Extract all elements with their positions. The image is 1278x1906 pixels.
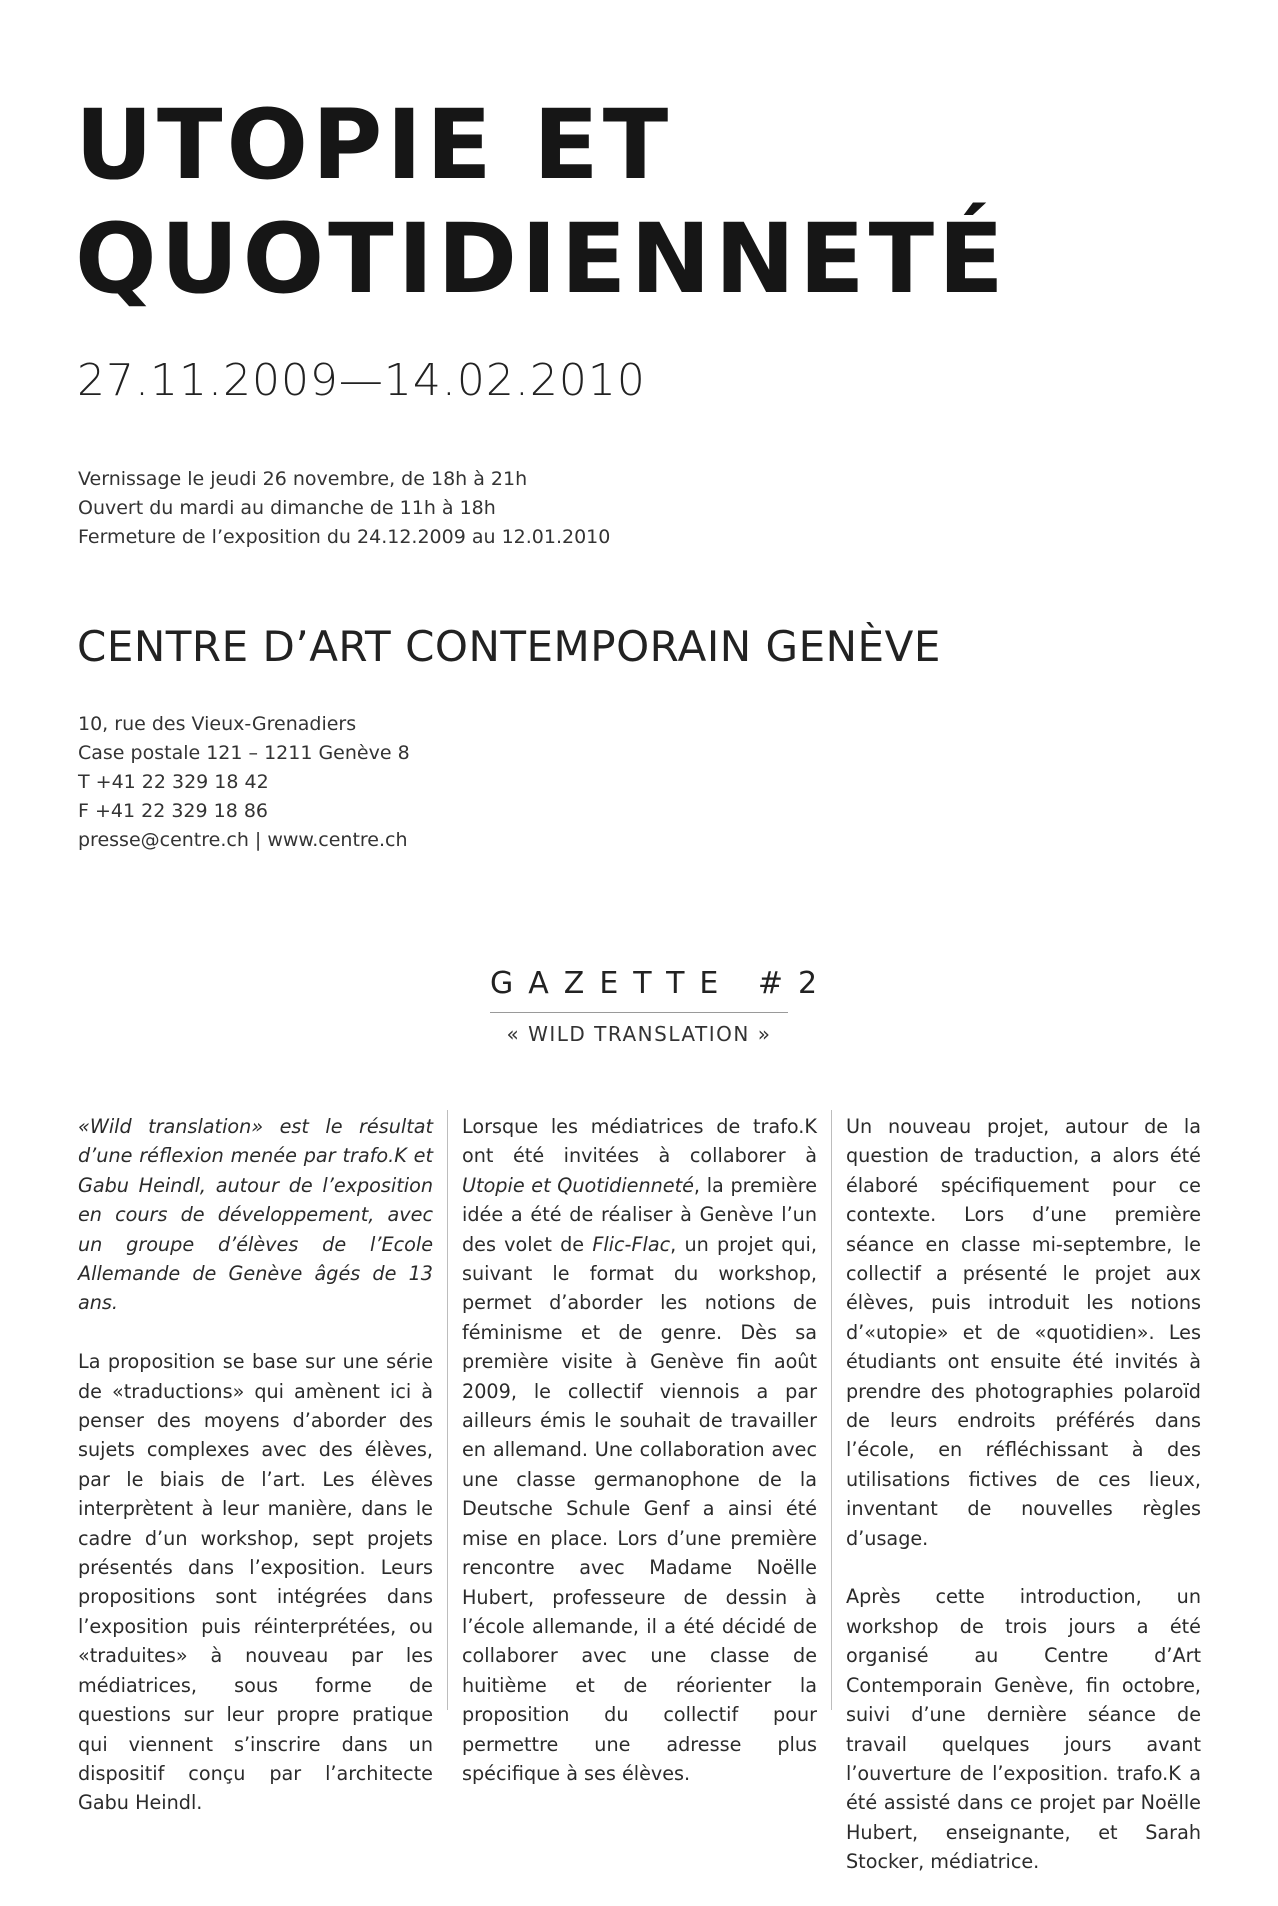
- article-column-1: [78, 1112, 433, 1847]
- gazette-subtitle: « WILD TRANSLATION »: [506, 1022, 772, 1046]
- article-column-2: [462, 1112, 817, 1818]
- gazette-divider: [490, 1012, 788, 1013]
- address-contact[interactable]: presse@centre.ch | www.centre.ch: [78, 829, 408, 851]
- column-1-intro: [78, 1112, 433, 1318]
- article-column-3: [846, 1112, 1201, 1906]
- exhibition-info: [78, 465, 610, 552]
- column-2-text-a: Lorsque les médiatrices de trafo.K ont été invitées à collaborer à: [462, 1115, 817, 1168]
- gazette-heading: GAZETTE #2: [490, 966, 833, 1001]
- column-1-intro-text: «Wild translation» est le résultat d’une réflexion menée par trafo.K et Gabu Heindl, autour de l’exposition en cours de développement, avec un groupe d’élèves de l’Ecole Allemande de Genève âgés de 13 ans.: [78, 1115, 433, 1315]
- column-3-paragraph-2: Après cette introduction, un workshop de trois jours a été organisé au Centre d’Art Contemporain Genève, fin octobre, suivi d’une dernière séance de travail quelques jours avant l’ouverture de l’exposition. trafo.K a été assisté dans ce projet par Noëlle Hubert, enseignante, et Sarah Stocker, médiatrice.: [846, 1585, 1201, 1874]
- address-street: 10, rue des Vieux-Grenadiers: [78, 713, 357, 735]
- column-1-paragraph: La proposition se base sur une série de «traductions» qui amènent ici à penser des moyens d’aborder des sujets complexes avec des élèves, par le biais de l’art. Les élèves interprètent à leur manière, dans le cadre d’un workshop, sept projets présentés dans l’exposition. Leurs propositions sont intégrées dans l’exposition puis réinterprétées, ou «traduites» à nouveau par les médiatrices, sous forme de questions sur leur propre pratique qui viennent s’inscrire dans un dispositif conçu par l’architecte Gabu Heindl.: [78, 1350, 433, 1815]
- title-line-1: UTOPIE ET: [75, 89, 673, 201]
- address-postbox: Case postale 121 – 1211 Genève 8: [78, 742, 410, 764]
- column-divider-2: [831, 1110, 832, 1710]
- info-hours: Ouvert du mardi au dimanche de 11h à 18h: [78, 497, 496, 519]
- title-line-2: QUOTIDIENNETÉ: [75, 203, 1008, 315]
- exhibition-dates: 27.11.2009—14.02.2010: [77, 355, 646, 406]
- page-title: [75, 88, 1008, 316]
- address-fax: F +41 22 329 18 86: [78, 800, 269, 822]
- venue-name: CENTRE D’ART CONTEMPORAIN GENÈVE: [77, 622, 941, 671]
- column-2-project-ref: Flic-Flac: [592, 1232, 671, 1256]
- column-3-paragraph-1: Un nouveau projet, autour de la question de traduction, a alors été élaboré spécifiquement pour ce contexte. Lors d’une première séance en classe mi-septembre, le collectif a présenté le projet aux élèves, puis introduit les notions d’«utopie» et de «quotidien». Les étudiants ont ensuite été invités à prendre des photographies polaroïd de leurs endroits préférés dans l’école, en réfléchissant à des utilisations fictives de ces lieux, inventant de nouvelles règles d’usage.: [846, 1115, 1201, 1550]
- column-2-title-ref: Utopie et Quotidienneté: [462, 1173, 694, 1197]
- column-2-text-c: , la première idée a été de réaliser à Genève l’un des volet de: [462, 1173, 817, 1256]
- column-divider-1: [447, 1110, 448, 1710]
- column-2-paragraph: [462, 1112, 817, 1788]
- column-2-text-e: , un projet qui, suivant le format du workshop, permet d’aborder les notions de féminisme et de genre. Dès sa première visite à Genève fin août 2009, le collectif viennois a par ailleurs émis le souhait de travailler en allemand. Une collaboration avec une classe germanophone de la Deutsche Schule Genf a ainsi été mise en place. Lors d’une première rencontre avec Madame Noëlle Hubert, professeure de dessin à l’école allemande, il a été décidé de collaborer avec une classe de huitième et de réorienter la proposition du collectif pour permettre une adresse plus spécifique à ses élèves.: [462, 1232, 817, 1785]
- venue-address: [78, 710, 410, 855]
- address-phone: T +41 22 329 18 42: [78, 771, 269, 793]
- info-opening: Vernissage le jeudi 26 novembre, de 18h à 21h: [78, 468, 528, 490]
- info-closure: Fermeture de l’exposition du 24.12.2009 au 12.01.2010: [78, 526, 611, 548]
